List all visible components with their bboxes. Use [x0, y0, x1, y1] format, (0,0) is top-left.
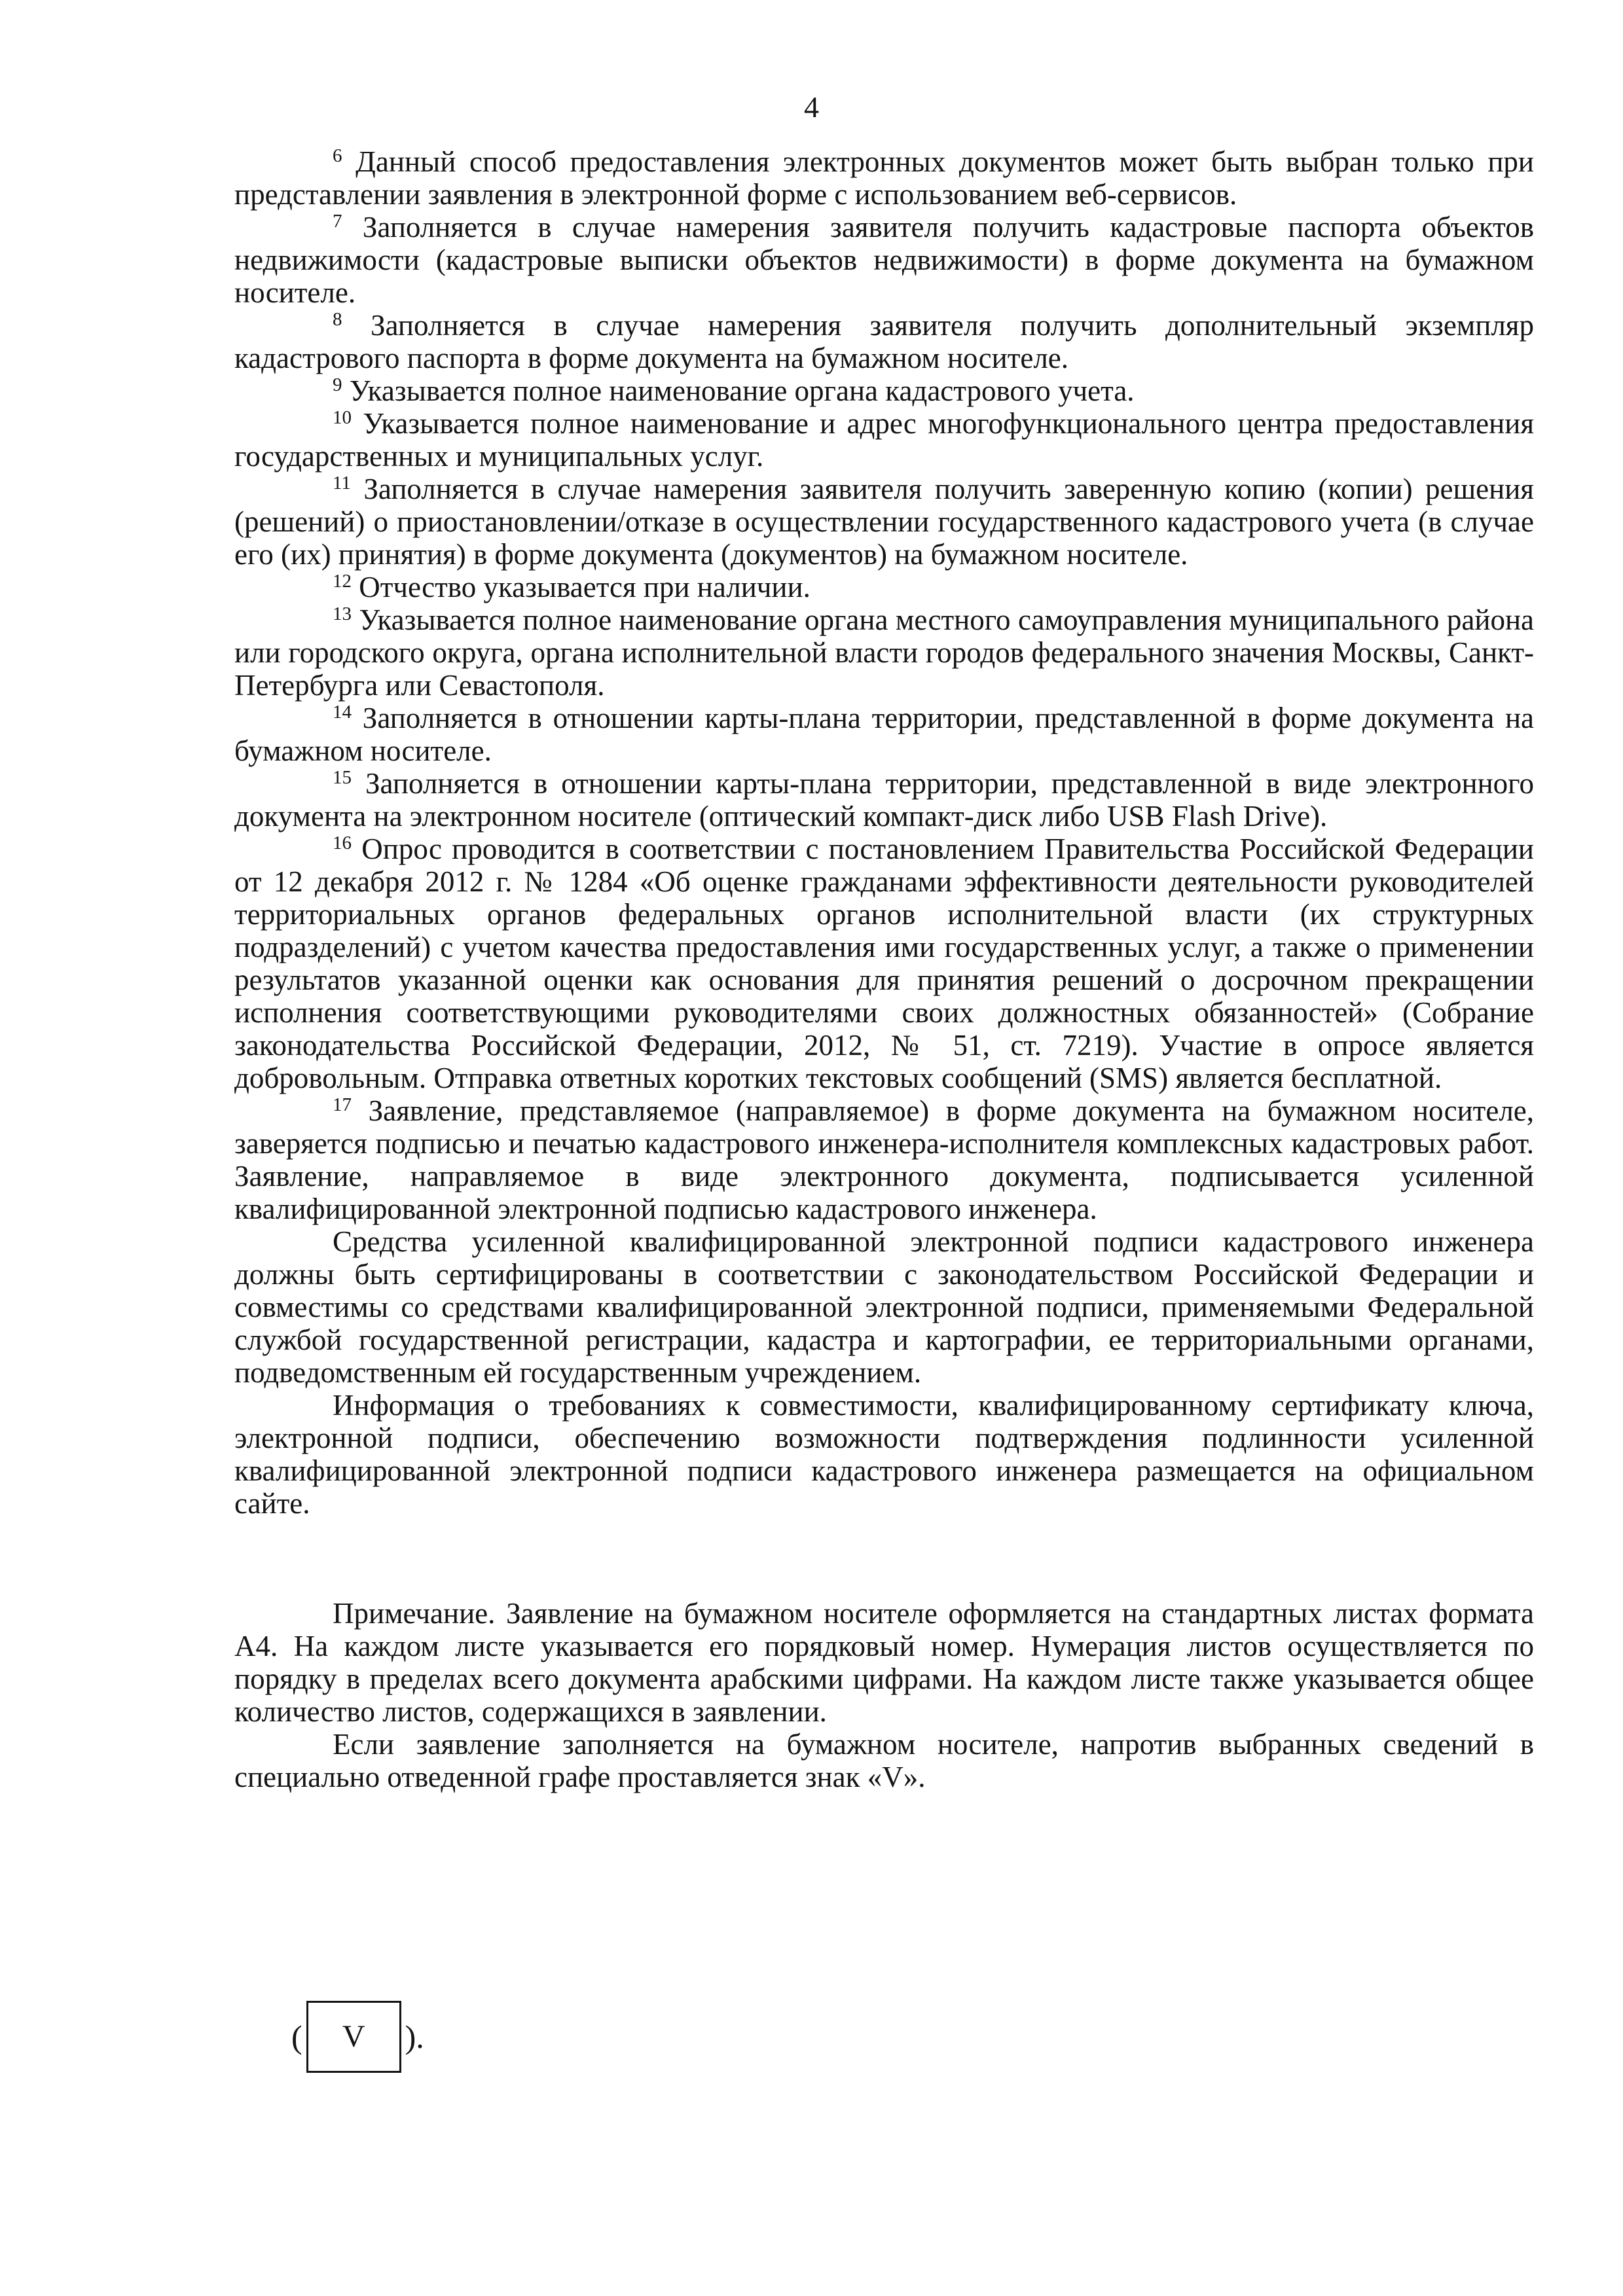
footnote [234, 702, 1534, 767]
footnote [234, 309, 1534, 374]
footnote [234, 473, 1534, 571]
paragraph-compatibility-info: Информация о требованиях к совместимости, квалифицированному сертификату ключа, электронной подписи, обеспечению возможности подтверждения подлинности усиленной квалифицированной электронной подписи кадастрового инженера размещается на официальном сайте. [234, 1389, 1534, 1520]
footnote-text: Заполняется в отношении карты-плана территории, представленной в форме документа на бумажном носителе. [234, 702, 1535, 767]
footnote [234, 211, 1534, 309]
footnote-text: Данный способ предоставления электронных документов может быть выбран только при представлении заявления в электронной форме с использованием веб-сервисов. [234, 145, 1535, 211]
footnote [234, 1094, 1534, 1225]
footnote [234, 767, 1534, 833]
note-paragraph: Примечание. Заявление на бумажном носителе оформляется на стандартных листах формата А4. На каждом листе указывается его порядковый номер. Нумерация листов осуществляется по порядку в пределах всего документа арабскими цифрами. На каждом листе также указывается общее количество листов, содержащихся в заявлении. [234, 1597, 1534, 1728]
footnote [234, 374, 1534, 407]
footnote-text: Заполняется в отношении карты-плана территории, представленной в виде электронного документа на электронном носителе (оптический компакт-диск либо USB Flash Drive). [234, 767, 1534, 833]
page-number: 4 [804, 90, 819, 124]
footnote-number: 12 [333, 571, 352, 592]
footnote [234, 603, 1534, 702]
v-mark-example [291, 2001, 424, 2073]
footnote-text: Заполняется в случае намерения заявителя получить заверенную копию (копии) решения (решений) о приостановлении/отказе в осуществлении государственного кадастрового учета (в случае его (их) принятия) в форме документа (документов) на бумажном носителе. [234, 473, 1534, 571]
footnote-text: Заявление, представляемое (направляемое) в форме документа на бумажном носителе, заверяется подписью и печатью кадастрового инженера-исполнителя комплексных кадастровых работ. Заявление, направляемое в виде электронного документа, подписывается усиленной квалифицированной электронной подписью кадастрового инженера. [234, 1094, 1534, 1225]
footnote-text: Указывается полное наименование органа кадастрового учета. [349, 374, 1135, 407]
document-body [234, 145, 1534, 1793]
paragraph-signature-tools: Средства усиленной квалифицированной электронной подписи кадастрового инженера должны быть сертифицированы в соответствии с законодательством Российской Федерации и совместимы со средствами квалифицированной электронной подписи, применяемыми Федеральной службой государственной регистрации, кадастра и картографии, ее территориальными органами, подведомственным ей государственным учреждением. [234, 1225, 1534, 1389]
footnote-number: 16 [333, 833, 352, 853]
footnote [234, 571, 1534, 603]
footnotes-list [234, 145, 1534, 1225]
footnote-number: 9 [333, 374, 342, 395]
footnote-number: 13 [333, 603, 352, 624]
footnote-number: 17 [333, 1094, 352, 1115]
footnote-number: 15 [333, 767, 352, 788]
footnote-text: Отчество указывается при наличии. [359, 571, 811, 603]
footnote-text: Заполняется в случае намерения заявителя получить дополнительный экземпляр кадастрового паспорта в форме документа на бумажном носителе. [234, 309, 1535, 374]
note-block [234, 1597, 1534, 1793]
footnote-number: 8 [333, 309, 342, 330]
v-mark-open-paren: ( [291, 2018, 302, 2055]
v-mark-box: V [306, 2001, 401, 2073]
footnote-text: Заполняется в случае намерения заявителя получить кадастровые паспорта объектов недвижимости (кадастровые выписки объектов недвижимости) в форме документа на бумажном носителе. [234, 211, 1534, 309]
footnote-text: Опрос проводится в соответствии с постановлением Правительства Российской Федерации от 12 декабря 2012 г. № 1284 «Об оценке гражданами эффективности деятельности руководителей территориальных органов федеральных органов исполнительной власти (их структурных подразделений) с учетом качества предоставления ими государственных услуг, а также о применении результатов указанной оценки как основания для принятия решений о досрочном прекращении исполнения соответствующими руководителями своих должностных обязанностей» (Собрание законодательства Российской Федерации, 2012, № 51, ст. 7219). Участие в опросе является добровольным. Отправка ответных коротких текстовых сообщений (SMS) является бесплатной. [234, 833, 1535, 1094]
footnote-number: 11 [333, 473, 351, 493]
note-paragraph-v-mark: Если заявление заполняется на бумажном носителе, напротив выбранных сведений в специально отведенной графе проставляется знак «V». [234, 1728, 1534, 1793]
footnote-number: 14 [333, 702, 352, 723]
footnote-text: Указывается полное наименование и адрес многофункционального центра предоставления государственных и муниципальных услуг. [234, 407, 1535, 473]
footnote-number: 6 [333, 145, 342, 166]
footnote-number: 10 [333, 407, 352, 428]
footnote [234, 145, 1534, 211]
footnote-text: Указывается полное наименование органа местного самоуправления муниципального района или городского округа, органа исполнительной власти городов федерального значения Москвы, Санкт-Петербурга или Севастополя. [234, 603, 1534, 702]
footnote-number: 7 [333, 211, 342, 232]
v-mark-close-paren: ). [405, 2018, 424, 2055]
footnote [234, 833, 1534, 1094]
footnote [234, 407, 1534, 473]
